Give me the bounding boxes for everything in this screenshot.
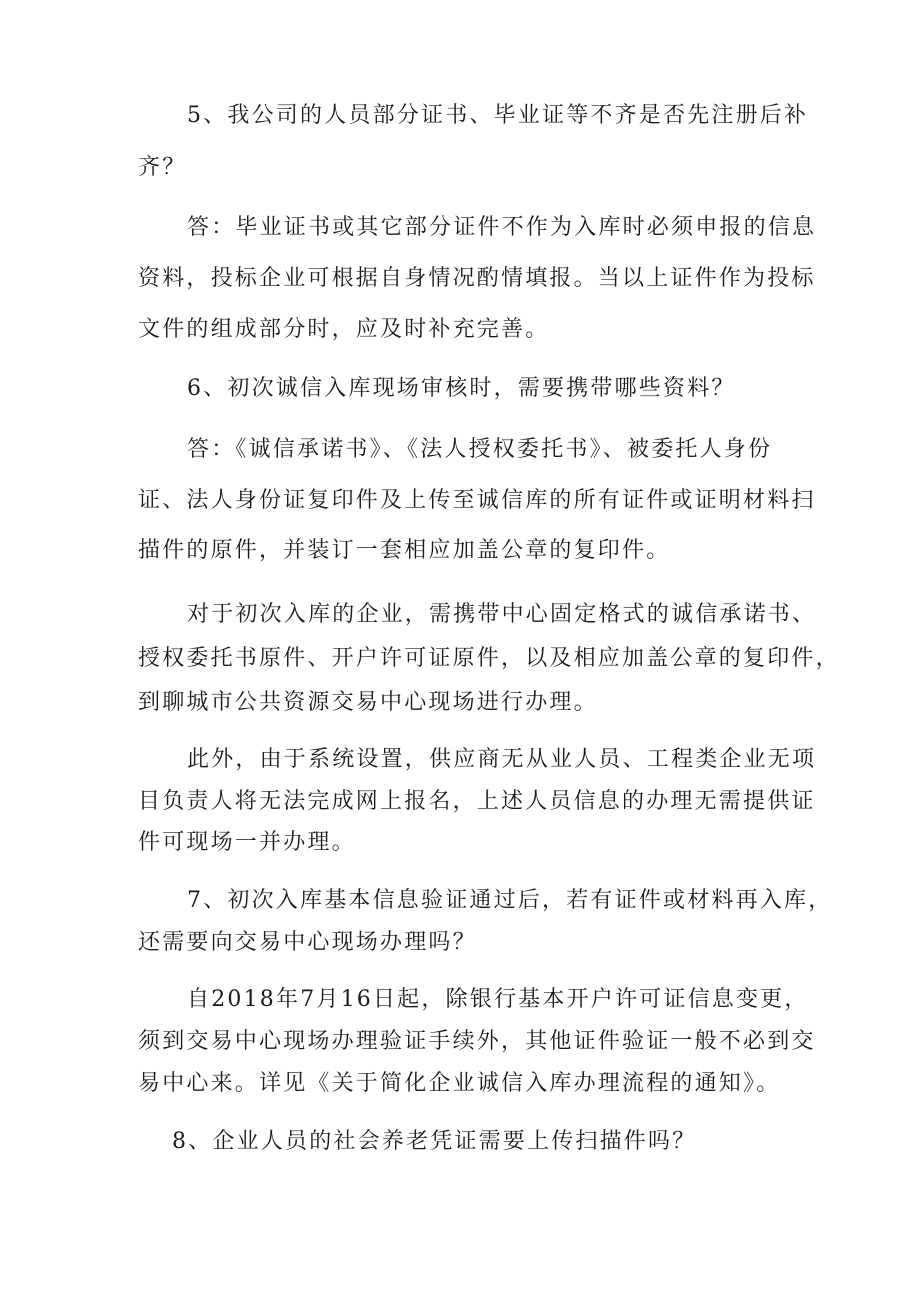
question-6-line-1: 6、初次诚信入库现场审核时，需要携带哪些资料？ [187, 376, 736, 401]
answer-5-line-3: 文件的组成部分时，应及时补充完善。 [138, 317, 550, 342]
answer-6c-line-2: 目负责人将无法完成网上报名，上述人员信息的办理无需提供证 [138, 789, 816, 814]
answer-6b-line-2: 授权委托书原件、开户许可证原件，以及相应加盖公章的复印件， [138, 646, 840, 671]
answer-6-line-3: 描件的原件，并装订一套相应加盖公章的复印件。 [138, 538, 671, 563]
question-7-line-2: 还需要向交易中心现场办理吗？ [138, 930, 477, 955]
answer-5-line-2: 资料，投标企业可根据自身情况酌情填报。当以上证件作为投标 [138, 266, 816, 291]
answer-6c-line-3: 件可现场一并办理。 [138, 830, 356, 855]
question-5-line-1: 5、我公司的人员部分证书、毕业证等不齐是否先注册后补 [187, 103, 809, 128]
answer-5-line-1: 答：毕业证书或其它部分证件不作为入库时必须申报的信息 [187, 215, 817, 240]
question-8-line-1: 8、企业人员的社会养老凭证需要上传扫描件吗？ [172, 1129, 697, 1154]
answer-6c-line-1: 此外，由于系统设置，供应商无从业人员、工程类企业无项 [187, 747, 817, 772]
answer-7-line-3: 易中心来。详见《关于简化企业诚信入库办理流程的通知》。 [138, 1071, 781, 1096]
answer-7-line-1: 自2018年7月16日起，除银行基本开户许可证信息变更， [187, 987, 809, 1012]
answer-6-line-2: 证、法人身份证复印件及上传至诚信库的所有证件或证明材料扫 [138, 488, 816, 513]
answer-6b-line-3: 到聊城市公共资源交易中心现场进行办理。 [138, 690, 598, 715]
answer-6b-line-1: 对于初次入库的企业，需携带中心固定格式的诚信承诺书、 [187, 602, 817, 627]
question-5-line-2: 齐？ [138, 155, 187, 180]
answer-7-line-2: 须到交易中心现场办理验证手续外，其他证件验证一般不必到交 [138, 1029, 816, 1054]
answer-6-line-1: 答：《诚信承诺书》、《法人授权委托书》、被委托人身份 [187, 437, 773, 462]
question-7-line-1: 7、初次入库基本信息验证通过后，若有证件或材料再入库， [187, 888, 833, 913]
